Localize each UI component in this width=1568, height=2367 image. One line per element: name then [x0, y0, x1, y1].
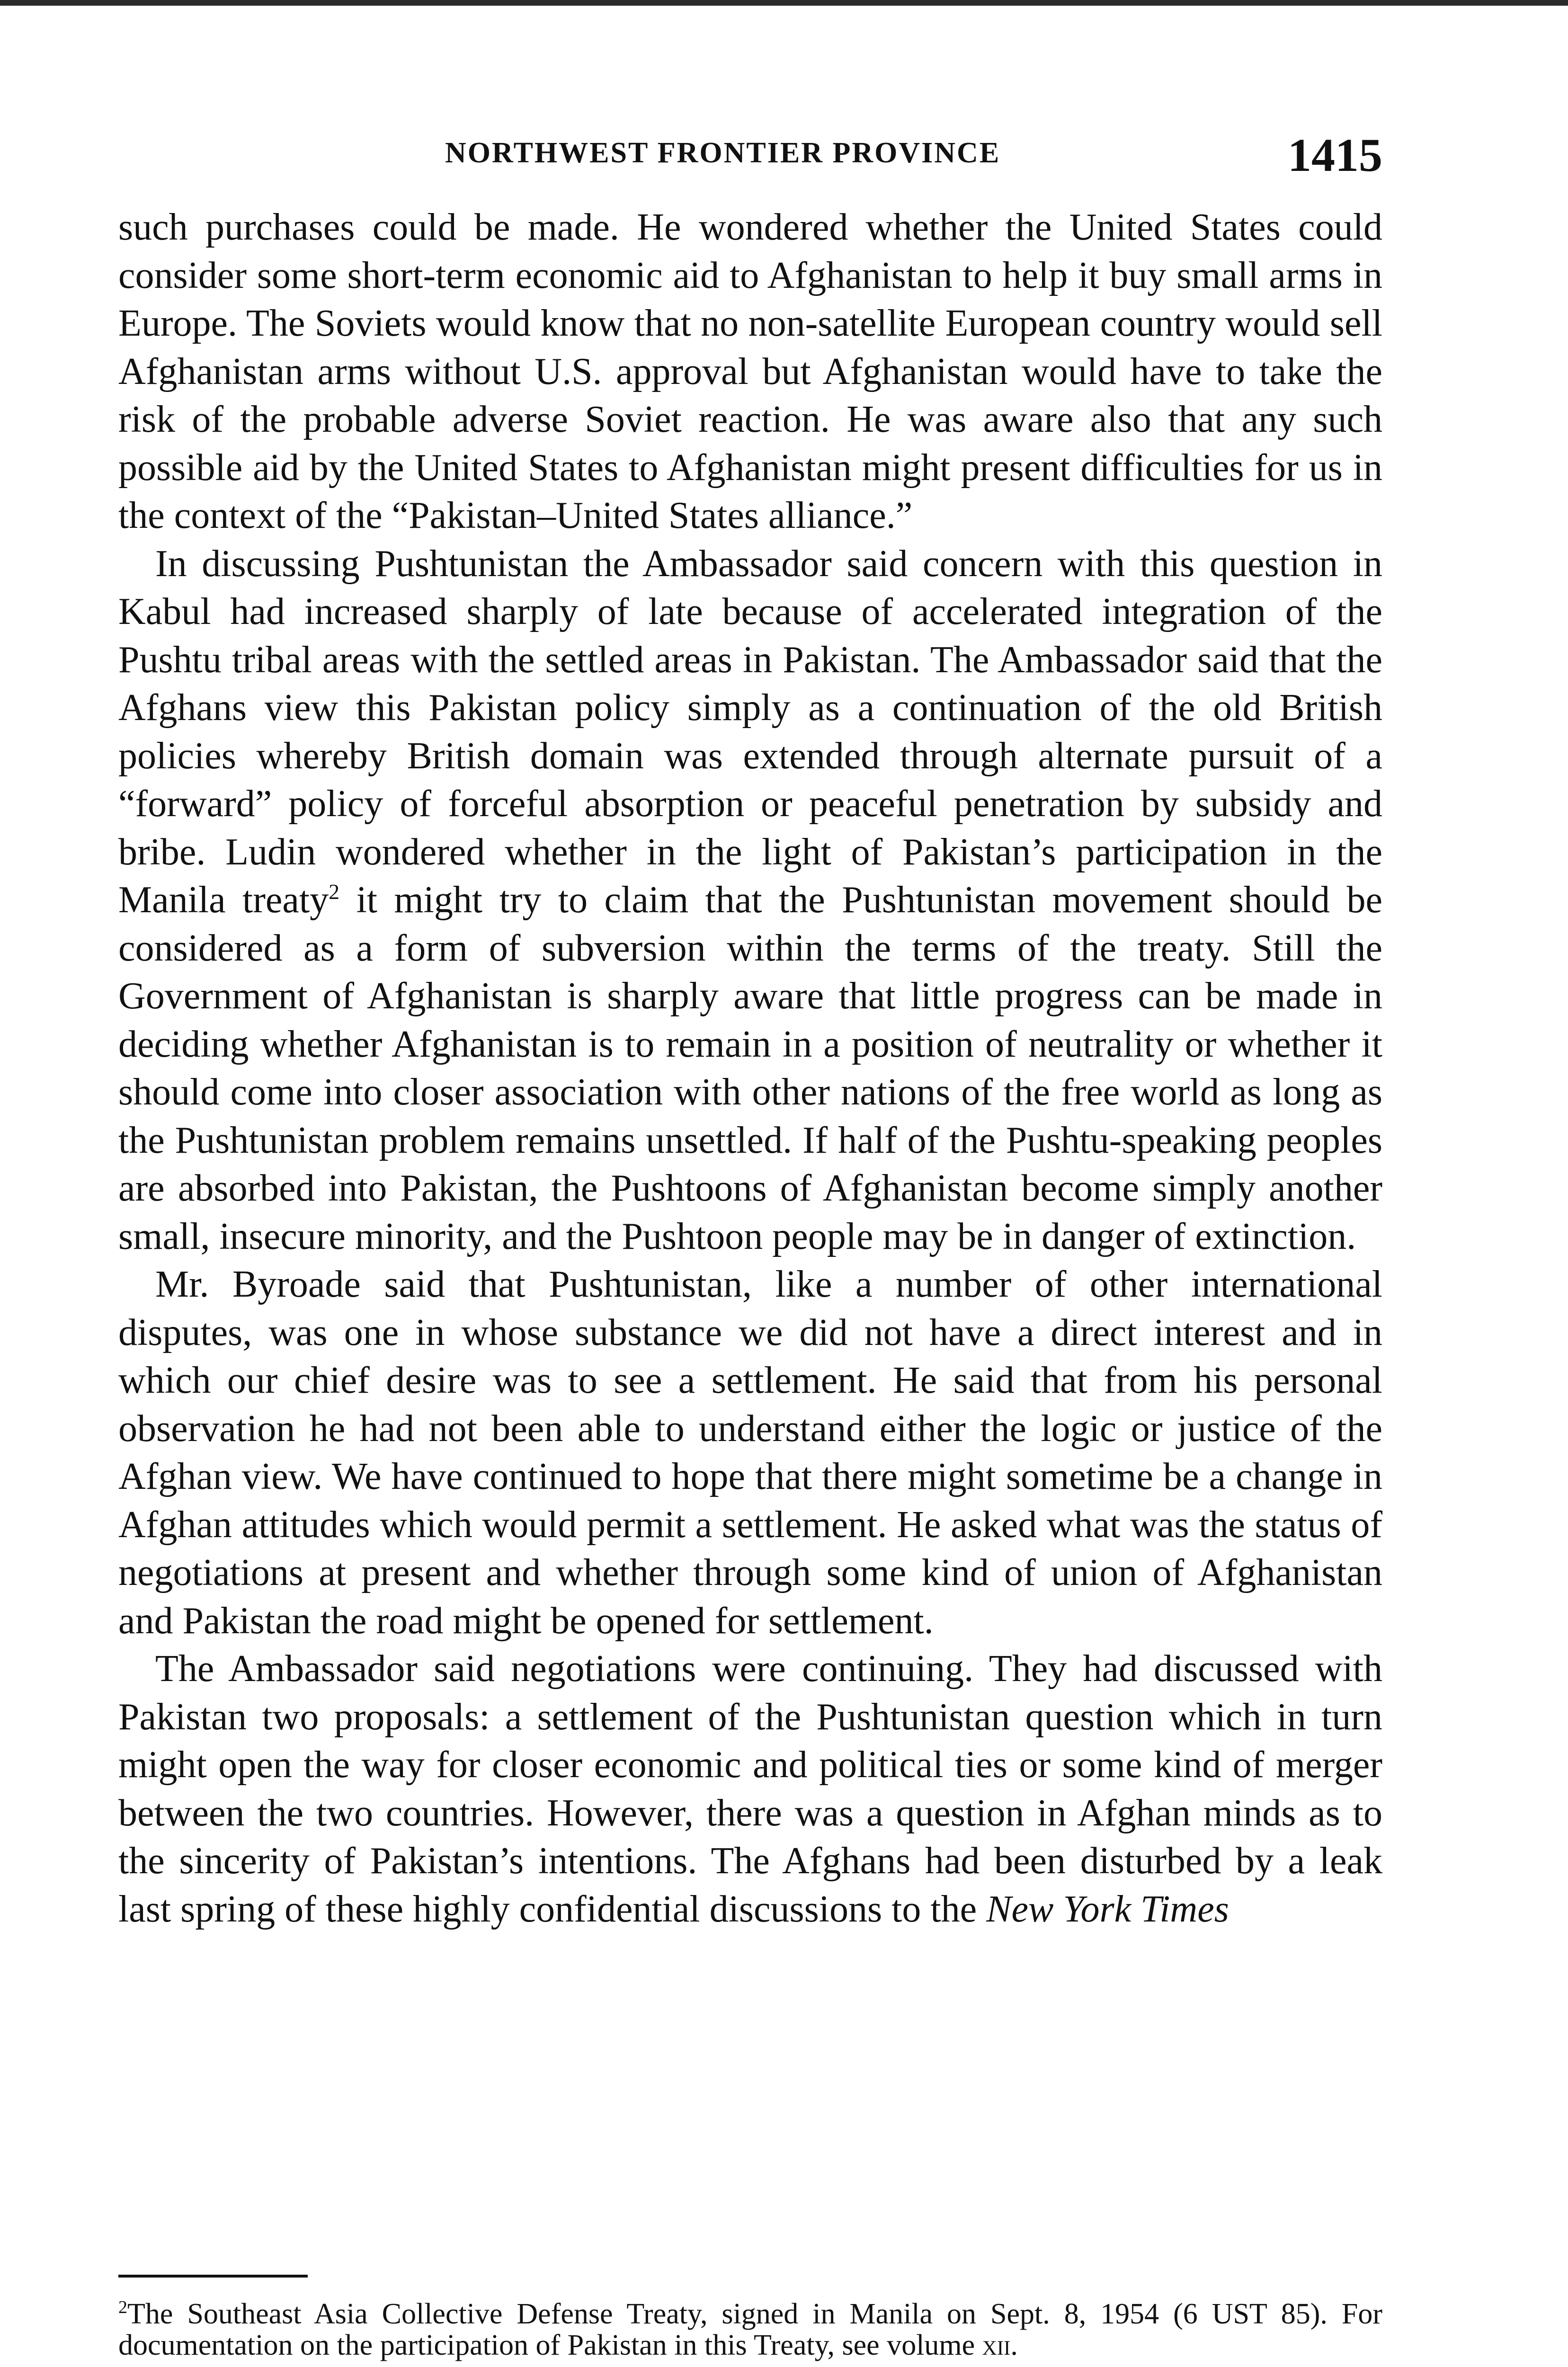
top-scan-edge: [0, 0, 1568, 6]
running-title: NORTHWEST FRONTIER PROVINCE: [445, 137, 1001, 169]
body-text: [118, 204, 1382, 1933]
running-head: [118, 128, 1382, 180]
paragraph-3-text: Mr. Byroade said that Pushtunistan, like a number of other international disputes, was one in whose substance we did not have a direct interest and in which our chief desire was to see a settlement. He said that from his personal observation he had not been able to understand either the logic or justice of the Afghan view. We have continued to hope that there might sometime be a change in Afghan attitudes which would permit a settlement. He asked what was the status of negotiations at present and whether through some kind of union of Afghanistan and Pakistan the road might be opened for settlement.: [118, 1264, 1382, 1642]
paragraph-2-text-b: it might try to claim that the Pushtunistan movement should be considered as a form of subversion within the terms of the treaty. Still the Government of Afghanistan is sharply aware that little progress can be made in deciding whether Afghanistan is to remain in a position of neutrality or whether it should come into closer association with other nations of the free world as long as the Pushtunistan problem remains unsettled. If half of the Pushtu-speaking peoples are absorbed into Pakistan, the Pushtoons of Afghanistan become simply another small, insecure minority, and the Pushtoon people may be in danger of extinction.: [118, 879, 1382, 1257]
paragraph-3: [118, 1261, 1382, 1645]
paragraph-1-text: such purchases could be made. He wondered whether the United States could consider some short-term economic aid to Afghanistan to help it buy small arms in Europe. The Soviets would know that no non-satellite European country would sell Afghanistan arms without U.S. approval but Afghanistan would have to take the risk of the probable adverse Soviet reaction. He was aware also that any such possible aid by the United States to Afghanistan might present difficulties for us in the context of the “Pakistan–United States alliance.”: [118, 206, 1382, 536]
footnote-text-end: .: [1010, 2329, 1018, 2361]
footnote-mark: 2: [118, 2297, 127, 2317]
paragraph-4: [118, 1645, 1382, 1933]
paragraph-2: [118, 540, 1382, 1261]
footnote-rule: [118, 2275, 308, 2278]
paragraph-4-text: The Ambassador said negotiations were continuing. They had discussed with Pakistan two proposals: a settlement of the Pushtunistan question which in turn might open the way for closer economic and political ties or some kind of merger between the two countries. However, there was a question in Afghan minds as to the sincerity of Pakistan’s intentions. The Afghans had been disturbed by a leak last spring of these highly confidential discussions to the: [118, 1648, 1382, 1930]
page-number: 1415: [1288, 129, 1382, 181]
footnote-volume: xii: [982, 2329, 1011, 2361]
footnote-reference[interactable]: 2: [329, 880, 340, 904]
paragraph-1: [118, 204, 1382, 540]
footnote-text: The Southeast Asia Collective Defense Treaty, signed in Manila on Sept. 8, 1954 (6 UST 85). For documentation on the participation of Pakistan in this Treaty, see volume: [118, 2298, 1382, 2361]
newspaper-title: New York Times: [986, 1888, 1229, 1930]
footnote: [118, 2298, 1382, 2361]
paragraph-2-text-a: In discussing Pushtunistan the Ambassador said concern with this question in Kabul had increased sharply of late because of accelerated integration of the Pushtu tribal areas with the settled areas in Pakistan. The Ambassador said that the Afghans view this Pakistan policy simply as a continuation of the old British policies whereby British domain was extended through alternate pursuit of a “forward” policy of forceful absorption or peaceful penetration by subsidy and bribe. Ludin wondered whether in the light of Pakistan’s participation in the Manila treaty: [118, 543, 1382, 921]
